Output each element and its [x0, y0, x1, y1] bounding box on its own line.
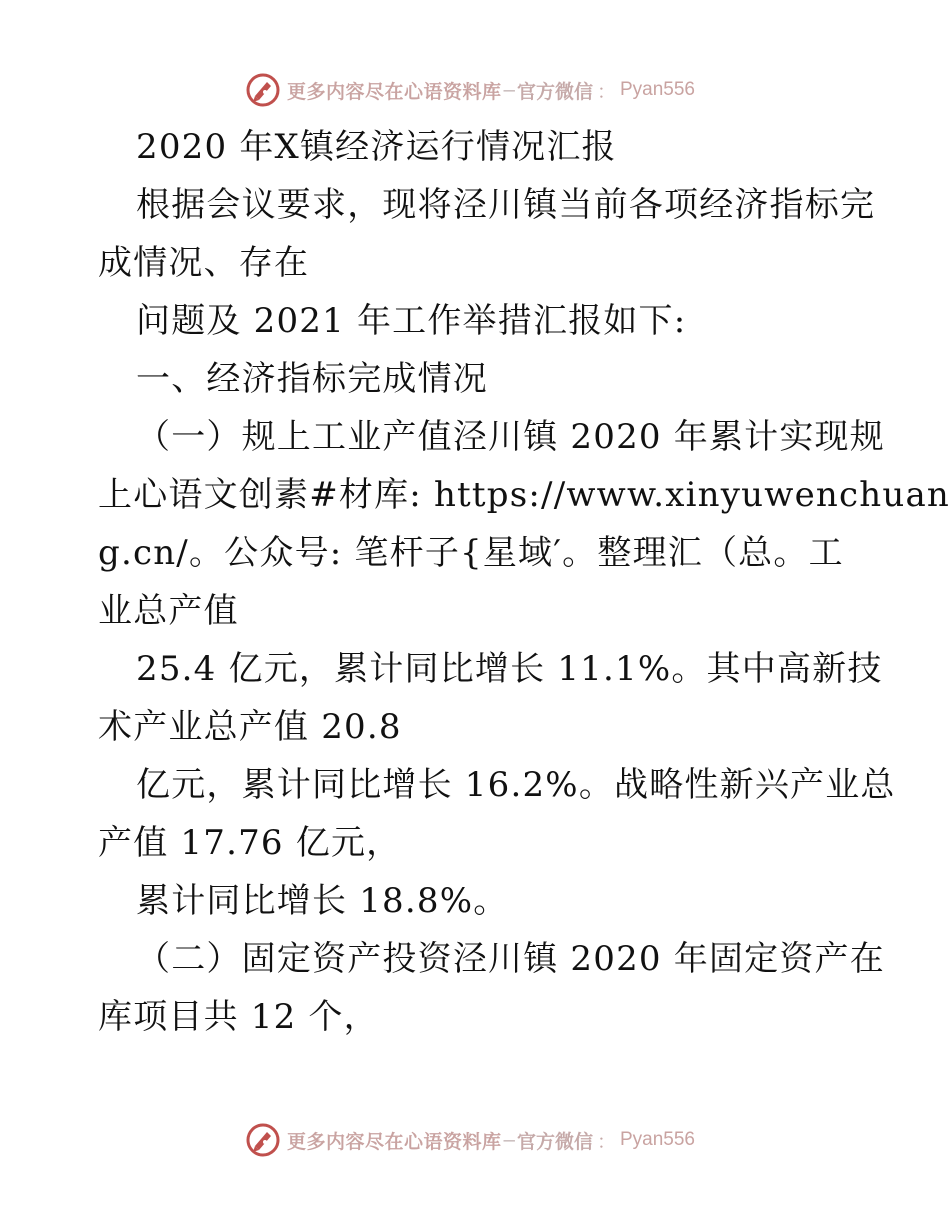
paragraph-line: 术产业总产值 20.8	[98, 707, 402, 747]
paragraph-line: 成情况、存在	[98, 243, 310, 283]
watermark-dash: —	[503, 1129, 515, 1151]
watermark-label: 官方微信	[516, 1130, 593, 1153]
watermark-text: 更多内容尽在心语资料库	[286, 80, 502, 103]
watermark-text: 更多内容尽在心语资料库	[286, 1130, 502, 1153]
document-body	[98, 118, 950, 1046]
watermark-header	[0, 70, 950, 110]
watermark-dash: —	[503, 79, 515, 101]
paragraph-line: 库项目共 12 个，	[98, 997, 379, 1037]
paragraph-line: 亿元，累计同比增长 16.2%。战略性新兴产业总	[136, 765, 896, 805]
section-heading: 一、经济指标完成情况	[136, 359, 488, 399]
paragraph-line: 25.4 亿元，累计同比增长 11.1%。其中高新技	[136, 649, 883, 689]
watermark-colon: ：	[596, 1130, 616, 1153]
watermark-group	[245, 72, 695, 108]
watermark-label: 官方微信	[516, 80, 593, 103]
subsection-heading: （二）固定资产投资泾川镇 2020 年固定资产在	[136, 939, 885, 979]
paragraph-line: g.cn/。公众号: 笔杆子{星域′。整理汇（总。工	[98, 533, 844, 573]
paragraph-line: 问题及 2021 年工作举措汇报如下:	[136, 301, 687, 341]
watermark-group	[245, 1122, 695, 1158]
watermark-id: Pyan556	[619, 1129, 695, 1150]
document-title: 2020 年X镇经济运行情况汇报	[136, 127, 617, 167]
watermark-colon: ：	[596, 80, 616, 103]
watermark-id: Pyan556	[619, 79, 695, 100]
subsection-heading: （一）规上工业产值泾川镇 2020 年累计实现规	[136, 417, 885, 457]
paragraph-line: 累计同比增长 18.8%。	[136, 881, 509, 921]
pen-logo-icon	[245, 1122, 281, 1158]
watermark-footer	[0, 1120, 950, 1160]
paragraph-line: 根据会议要求，现将泾川镇当前各项经济指标完	[136, 185, 876, 225]
paragraph-line: 上心语文创素#材库: https://www.xinyuwenchuan	[98, 475, 950, 515]
pen-logo-icon	[245, 72, 281, 108]
paragraph-line: 业总产值	[98, 591, 239, 631]
paragraph-line: 产值 17.76 亿元，	[98, 823, 402, 863]
